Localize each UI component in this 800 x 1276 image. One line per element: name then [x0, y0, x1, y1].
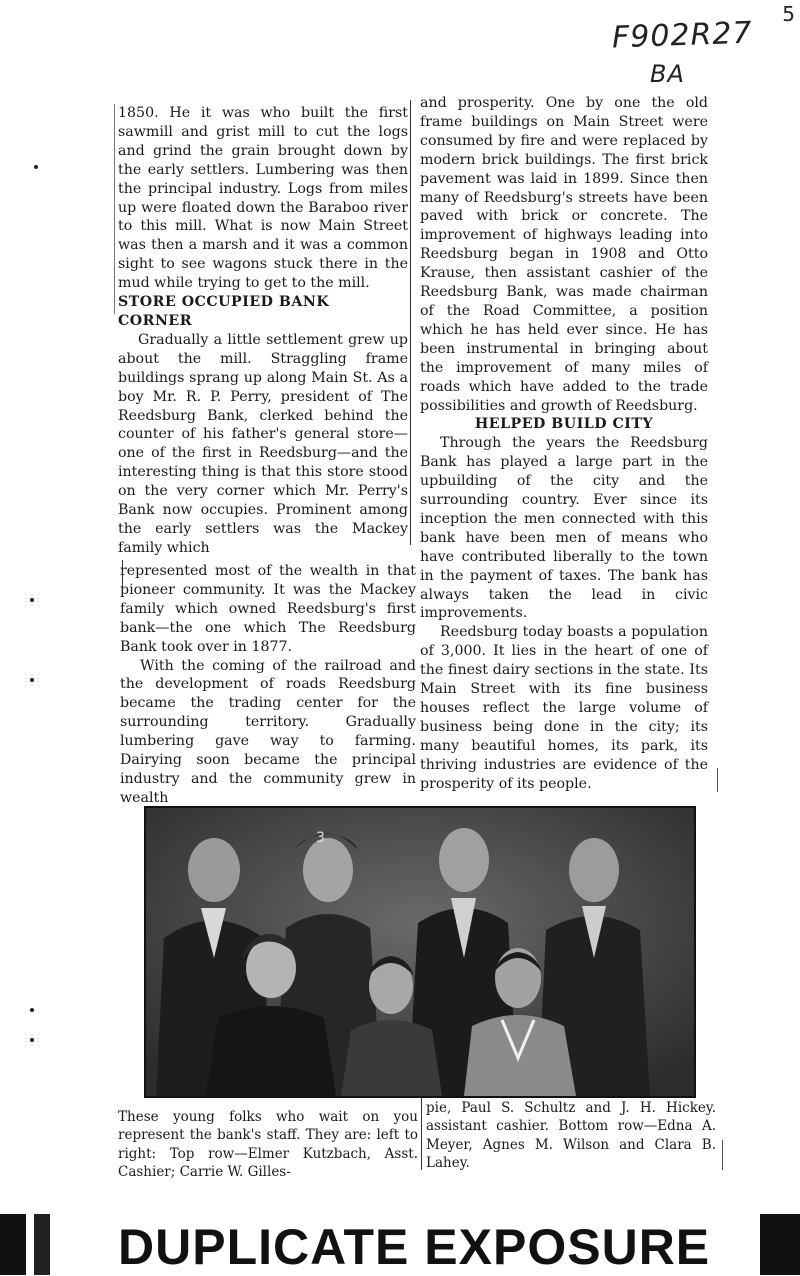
scan-speck: [30, 598, 34, 602]
staff-photo-illustration: [146, 808, 694, 1096]
article-paragraph: Through the years the Reedsburg Bank has played a large part in the upbuilding of the city and the surrounding country. Ever since its inception the men connected with this bank have been men of means who have contributed liberally to the town in the payment of taxes. The bank has always taken the lead in civic improvements.: [420, 435, 708, 622]
film-edge-bar-left-inner: [34, 1214, 50, 1275]
photo-caption-left: These young folks who wait on you represent the bank's staff. They are: left to right: Top row—Elmer Kutzbach, Asst. Cashier; Carrie W. Gilles-: [118, 1109, 418, 1180]
film-edge-bar-left: [0, 1214, 26, 1275]
article-column-left-lower: [120, 562, 416, 808]
scan-speck: [30, 1008, 34, 1012]
duplicate-exposure-stamp: DUPLICATE EXPOSURE: [118, 1219, 711, 1275]
scan-speck: [30, 1038, 34, 1042]
article-column-right: [420, 94, 708, 794]
handwritten-initials: BA: [650, 60, 685, 88]
section-heading: HELPED BUILD CITY: [474, 416, 654, 433]
column-edge-rule-right: [717, 768, 718, 792]
article-paragraph: represented most of the wealth in that pioneer community. It was the Mackey family which owned Reedsburg's first bank—the one which The Reedsburg Bank took over in 1877.: [120, 563, 416, 655]
scan-speck: [34, 165, 38, 169]
column-edge-rule: [114, 104, 115, 314]
scan-speck: [30, 678, 34, 682]
article-column-left-upper: [118, 104, 408, 558]
caption-edge-rule: [722, 1140, 723, 1170]
column-divider: [410, 100, 411, 545]
article-paragraph: Gradually a little settlement grew up about the mill. Straggling frame buildings sprang up along Main St. As a boy Mr. R. P. Perry, president of The Reedsburg Bank, clerked behind the counter of his father's general store—one of the first in Reedsburg—and the interesting thing is that this store stood on the very corner which Mr. Perry's Bank now occupies. Prominent among the early settlers was the Mackey family which: [118, 331, 408, 556]
article-paragraph: and prosperity. One by one the old frame buildings on Main Street were consumed by fire and were replaced by modern brick buildings. The first brick pavement was laid in 1899. Since then many of Reedsburg's streets have been paved with brick or concrete. The improvement of highways leading into Reedsburg began in 1908 and Otto Krause, then assistant cashier of the Reedsburg Bank, was made chairman of the Road Committee, a position which he has held ever since. He has been instrumental in bringing about the improvement of many miles of roads which have added to the trade possibilities and growth of Reedsburg.: [420, 95, 708, 414]
photo-mark: 3: [316, 830, 325, 846]
article-paragraph: Reedsburg today boasts a population of 3,000. It lies in the heart of one of the finest dairy sections in the state. Its Main Street with its fine business houses reflect the large volume of business being done in the city; its many beautiful homes, its park, its thriving industries are evidence of the prosperity of its people.: [420, 624, 708, 792]
staff-photograph: [144, 806, 696, 1098]
photo-caption-right: pie, Paul S. Schultz and J. H. Hickey. assistant cashier. Bottom row—Edna A. Meyer, Agnes M. Wilson and Clara B. Lahey.: [426, 1100, 716, 1171]
corner-page-number: 5: [782, 2, 796, 26]
handwritten-code: F902R27: [611, 15, 754, 56]
section-heading: STORE OCCUPIED BANK CORNER: [118, 294, 330, 329]
article-paragraph: 1850. He it was who built the first sawmill and grist mill to cut the logs and grind the grain brought down by the early settlers. Lumbering was then the principal industry. Logs from miles up were floated down the Baraboo river to this mill. What is now Main Street was then a marsh and it was a common sight to see wagons stuck there in the mud while trying to get to the mill.: [118, 105, 408, 292]
caption-divider: [421, 1098, 422, 1170]
article-paragraph: With the coming of the railroad and the development of roads Reedsburg became the trading center for the surrounding territory. Gradually lumbering gave way to farming. Dairying soon became the principal industry and the community grew in wealth: [120, 657, 416, 806]
film-edge-bar-right: [760, 1214, 800, 1275]
